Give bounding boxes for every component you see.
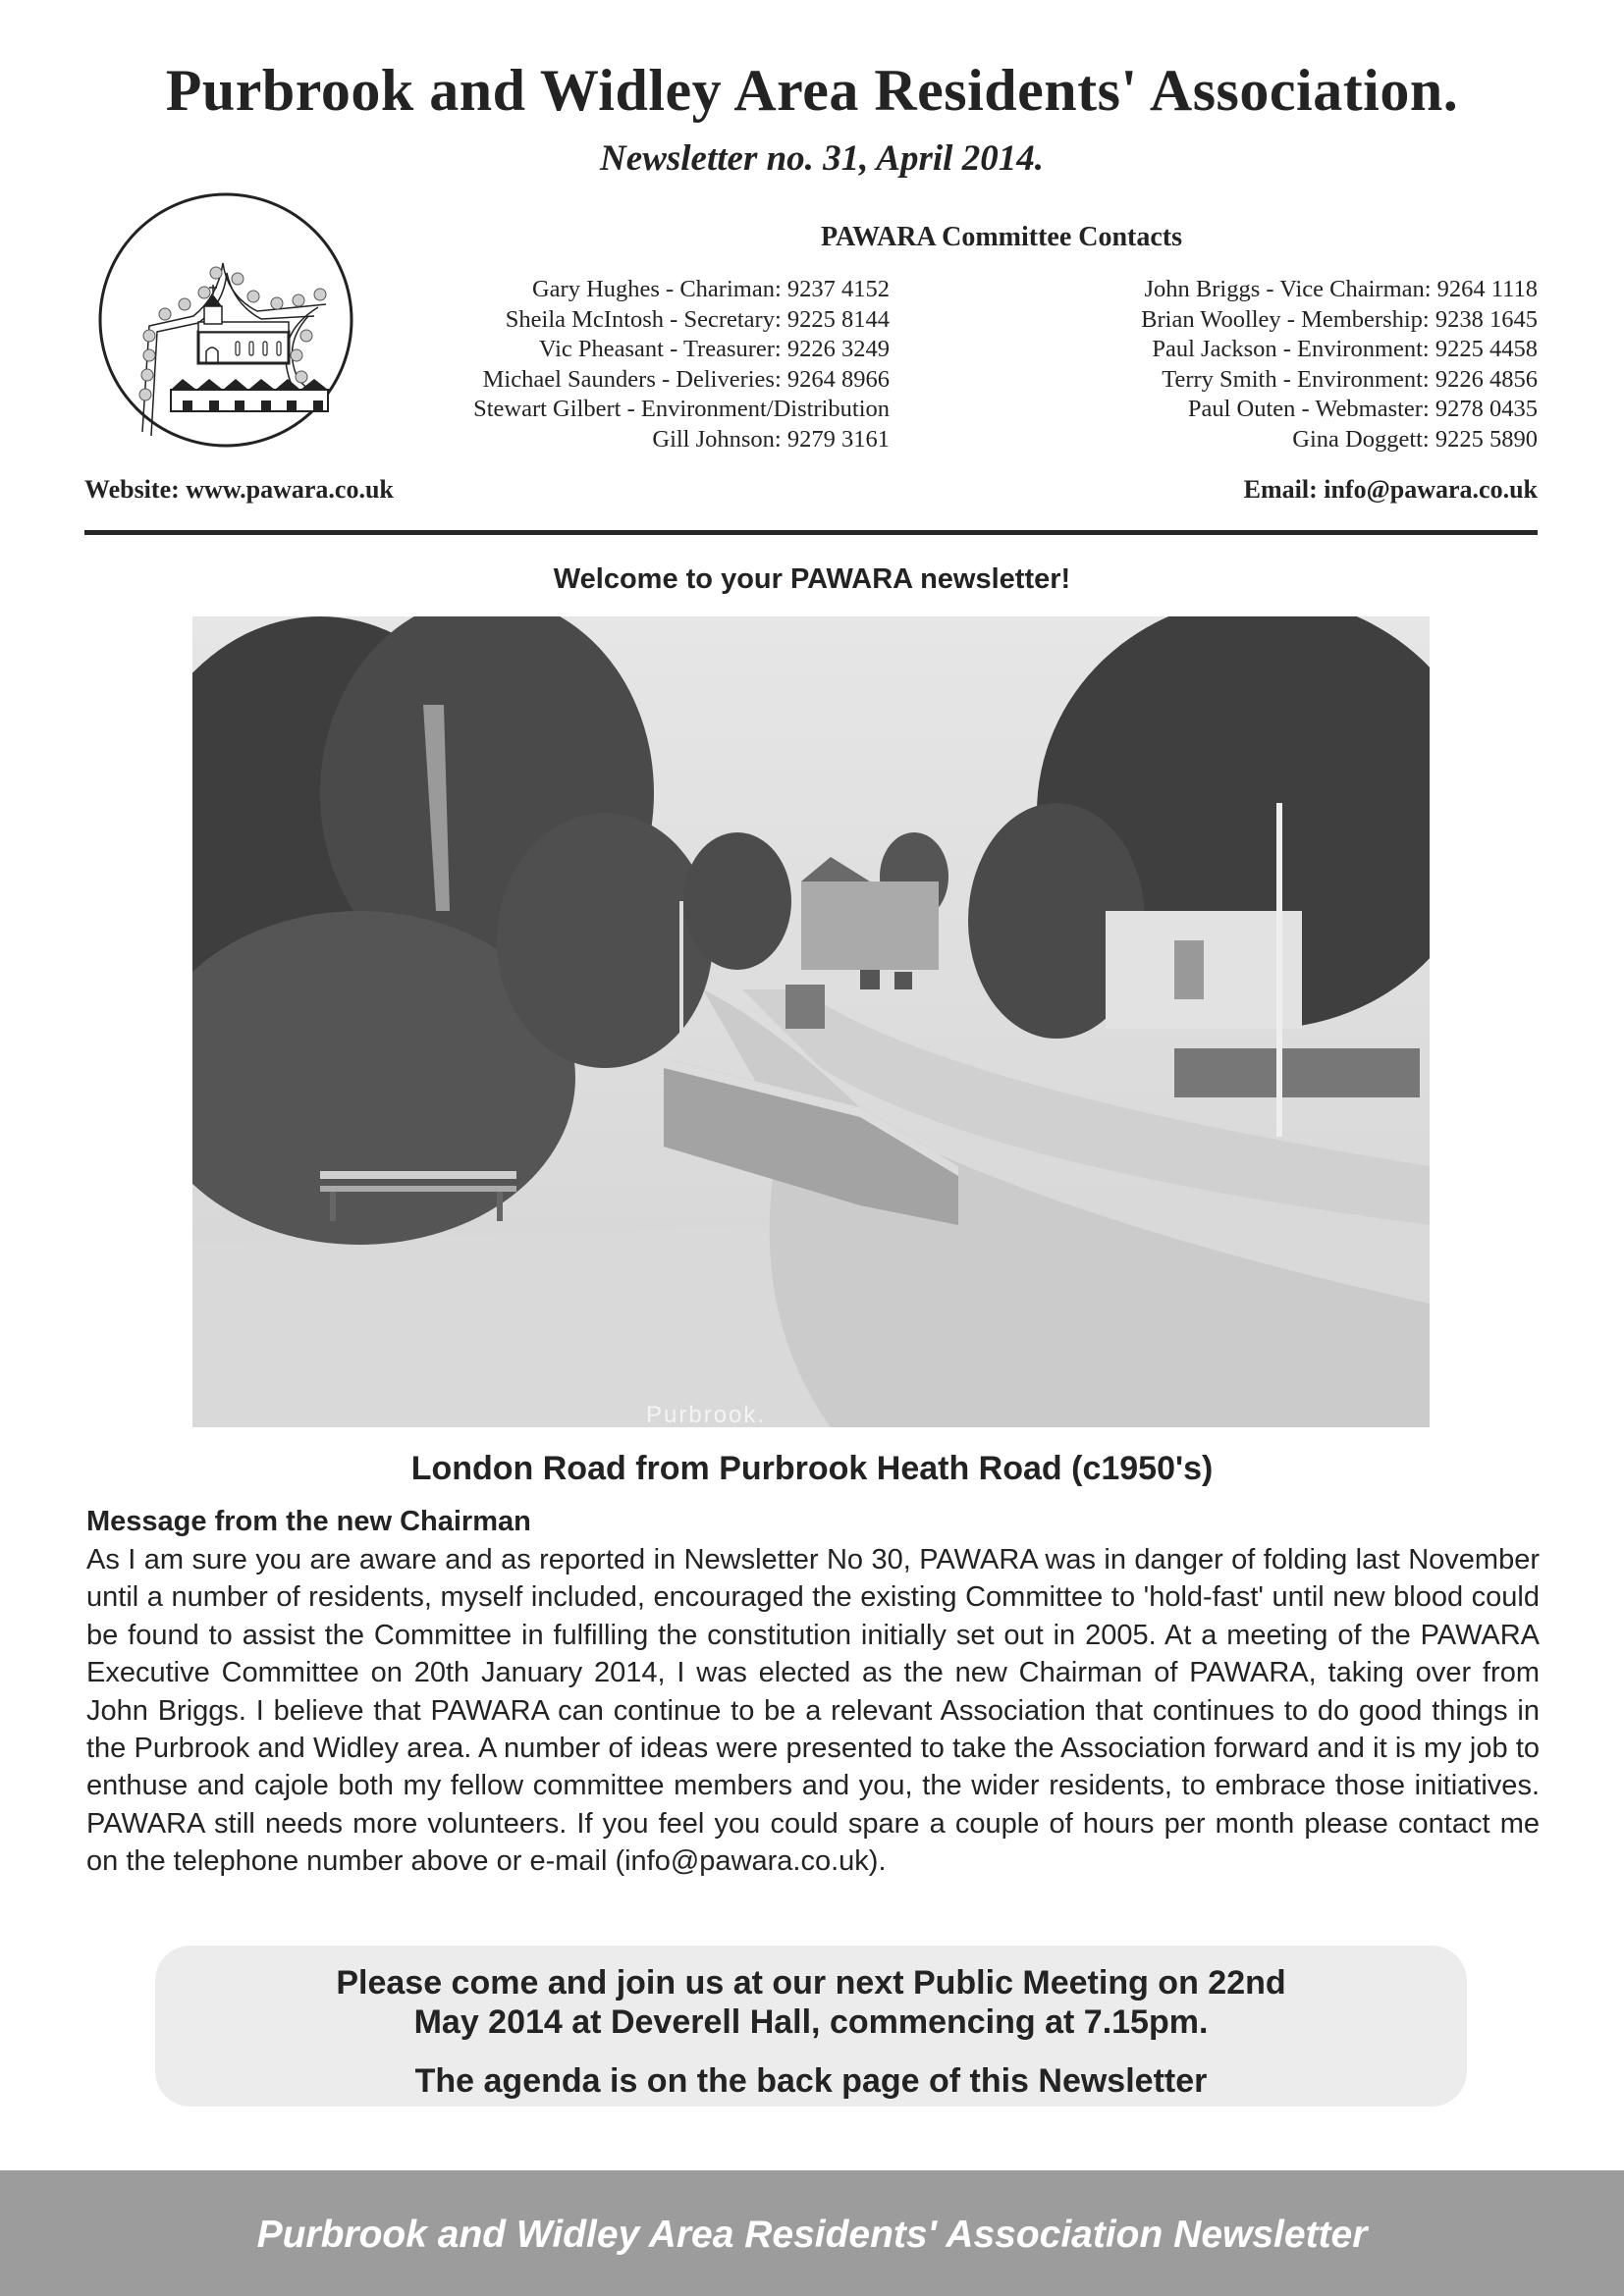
agenda-note: The agenda is on the back page of this Newsletter: [414, 2062, 1208, 2100]
website-link[interactable]: Website: www.pawara.co.uk: [84, 475, 394, 504]
contact-entry: Gill Johnson: 9279 3161: [652, 425, 890, 453]
contact-entry: Stewart Gilbert - Environment/Distribution: [473, 396, 890, 423]
newsletter-issue: Newsletter no. 31, April 2014.: [600, 138, 1044, 179]
contacts-right-column: [1141, 275, 1538, 455]
committee-contacts-heading: PAWARA Committee Contacts: [820, 222, 1183, 252]
village-church-houses-logo-icon: [81, 188, 371, 452]
newsletter-title: Purbrook and Widley Area Residents' Association.: [165, 58, 1459, 123]
footer-band: [0, 2170, 1624, 2296]
contact-entry: Sheila McIntosh - Secretary: 9225 8144: [505, 305, 890, 333]
contact-entry: Brian Woolley - Membership: 9238 1645: [1141, 305, 1538, 333]
contact-entry: Vic Pheasant - Treasurer: 9226 3249: [538, 336, 890, 363]
public-meeting-notice: [155, 1946, 1467, 2107]
header-divider: [84, 530, 1538, 535]
meeting-details: [155, 1946, 1467, 2042]
contact-entry: John Briggs - Vice Chairman: 9264 1118: [1144, 276, 1538, 302]
contacts-left-column: [473, 275, 890, 455]
london-road-photo: [192, 616, 1430, 1427]
photo-caption: London Road from Purbrook Heath Road (c1950's): [410, 1450, 1214, 1487]
photo-watermark: Purbrook.: [646, 1402, 767, 1427]
contact-entry: Michael Saunders - Deliveries: 9264 8966: [482, 365, 890, 393]
meeting-line-1: Please come and join us at our next Public Meeting on 22nd: [336, 1964, 1286, 2002]
email-link[interactable]: Email: info@pawara.co.uk: [1243, 475, 1538, 504]
contact-entry: Gina Doggett: 9225 5890: [1292, 425, 1538, 453]
contact-entry: Paul Outen - Webmaster: 9278 0435: [1187, 396, 1538, 423]
contact-entry: Gary Hughes - Chariman: 9237 4152: [531, 276, 890, 302]
contact-entry: Terry Smith - Environment: 9226 4856: [1162, 365, 1538, 393]
footer-title: Purbrook and Widley Area Residents' Association Newsletter: [256, 2214, 1368, 2256]
chairman-message-body: As I am sure you are aware and as reported in Newsletter No 30, PAWARA was in danger of folding last November until a number of residents, myself included, encouraged the existing Committee to 'hold-fast' until new blood could be found to assist the Committee in fulfilling the constitution initially set out in 2005. At a meeting of the PAWARA Executive Committee on 20th January 2014, I was elected as the new Chairman of PAWARA, taking over from John Briggs. I believe that PAWARA can continue to be a relevant Association that continues to do good things in the Purbrook and Widley area. A number of ideas were presented to take the Association forward and it is my job to enthuse and cajole both my fellow committee members and you, the wider residents, to embrace those initiatives. PAWARA still needs more volunteers. If you feel you could spare a couple of hours per month please contact me on the telephone number above or e-mail (info@pawara.co.uk).: [86, 1544, 1540, 1878]
meeting-line-2: May 2014 at Deverell Hall, commencing at 7.15pm.: [413, 2003, 1209, 2041]
contact-entry: Paul Jackson - Environment: 9225 4458: [1152, 336, 1538, 363]
welcome-heading: Welcome to your PAWARA newsletter!: [553, 563, 1071, 595]
chairman-message-heading: Message from the new Chairman: [86, 1506, 531, 1537]
